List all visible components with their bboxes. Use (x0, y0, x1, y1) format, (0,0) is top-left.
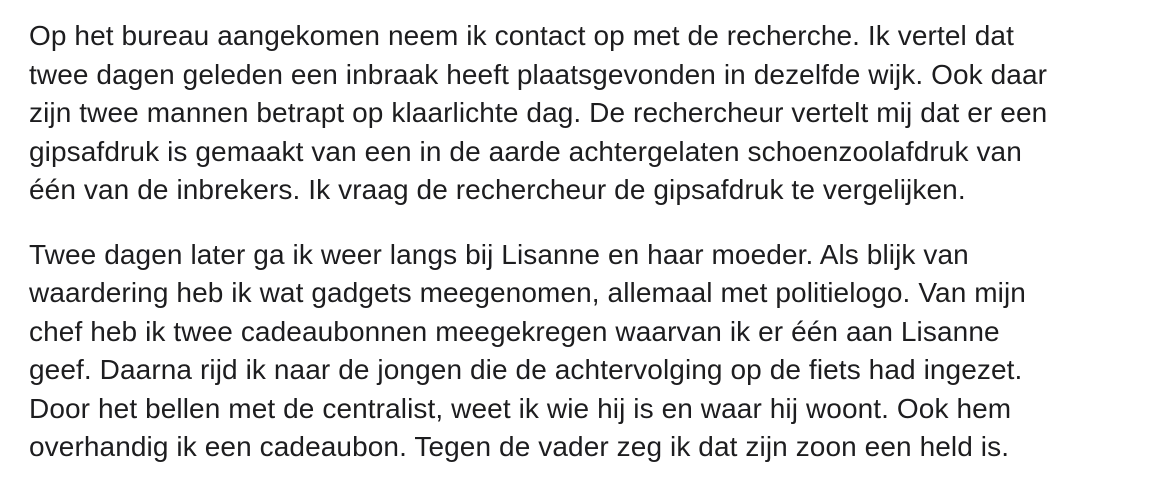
text-line: waardering heb ik wat gadgets meegenomen, allemaal met politielogo. Van mijn (29, 277, 1026, 308)
paragraph-2 (29, 236, 1138, 467)
text-line: twee dagen geleden een inbraak heeft plaatsgevonden in dezelfde wijk. Ook daar (29, 58, 1048, 90)
text-line: overhandig ik een cadeaubon. Tegen de vader zeg ik dat zijn zoon een held is. (29, 431, 1010, 462)
text-line: geef. Daarna rijd ik naar de jongen die de achtervolging op de fiets had ingezet. (29, 354, 1023, 385)
text-line: Op het bureau aangekomen neem ik contact op met de recherche. Ik vertel dat (29, 20, 1014, 51)
text-line: Door het bellen met de centralist, weet ik wie hij is en waar hij woont. Ook hem (29, 392, 1012, 424)
text-line: chef heb ik twee cadeaubonnen meegekregen waarvan ik er één aan Lisanne (29, 315, 1000, 347)
text-line: gipsafdruk is gemaakt van een in de aarde achtergelaten schoenzoolafdruk van (29, 135, 1022, 167)
text-line: zijn twee mannen betrapt op klaarlichte dag. De rechercheur vertelt mij dat er een (29, 97, 1048, 128)
paragraph-1 (29, 17, 1138, 210)
text-line: één van de inbrekers. Ik vraag de rechercheur de gipsafdruk te vergelijken. (29, 174, 966, 205)
text-line: Twee dagen later ga ik weer langs bij Lisanne en haar moeder. Als blijk van (29, 238, 969, 270)
